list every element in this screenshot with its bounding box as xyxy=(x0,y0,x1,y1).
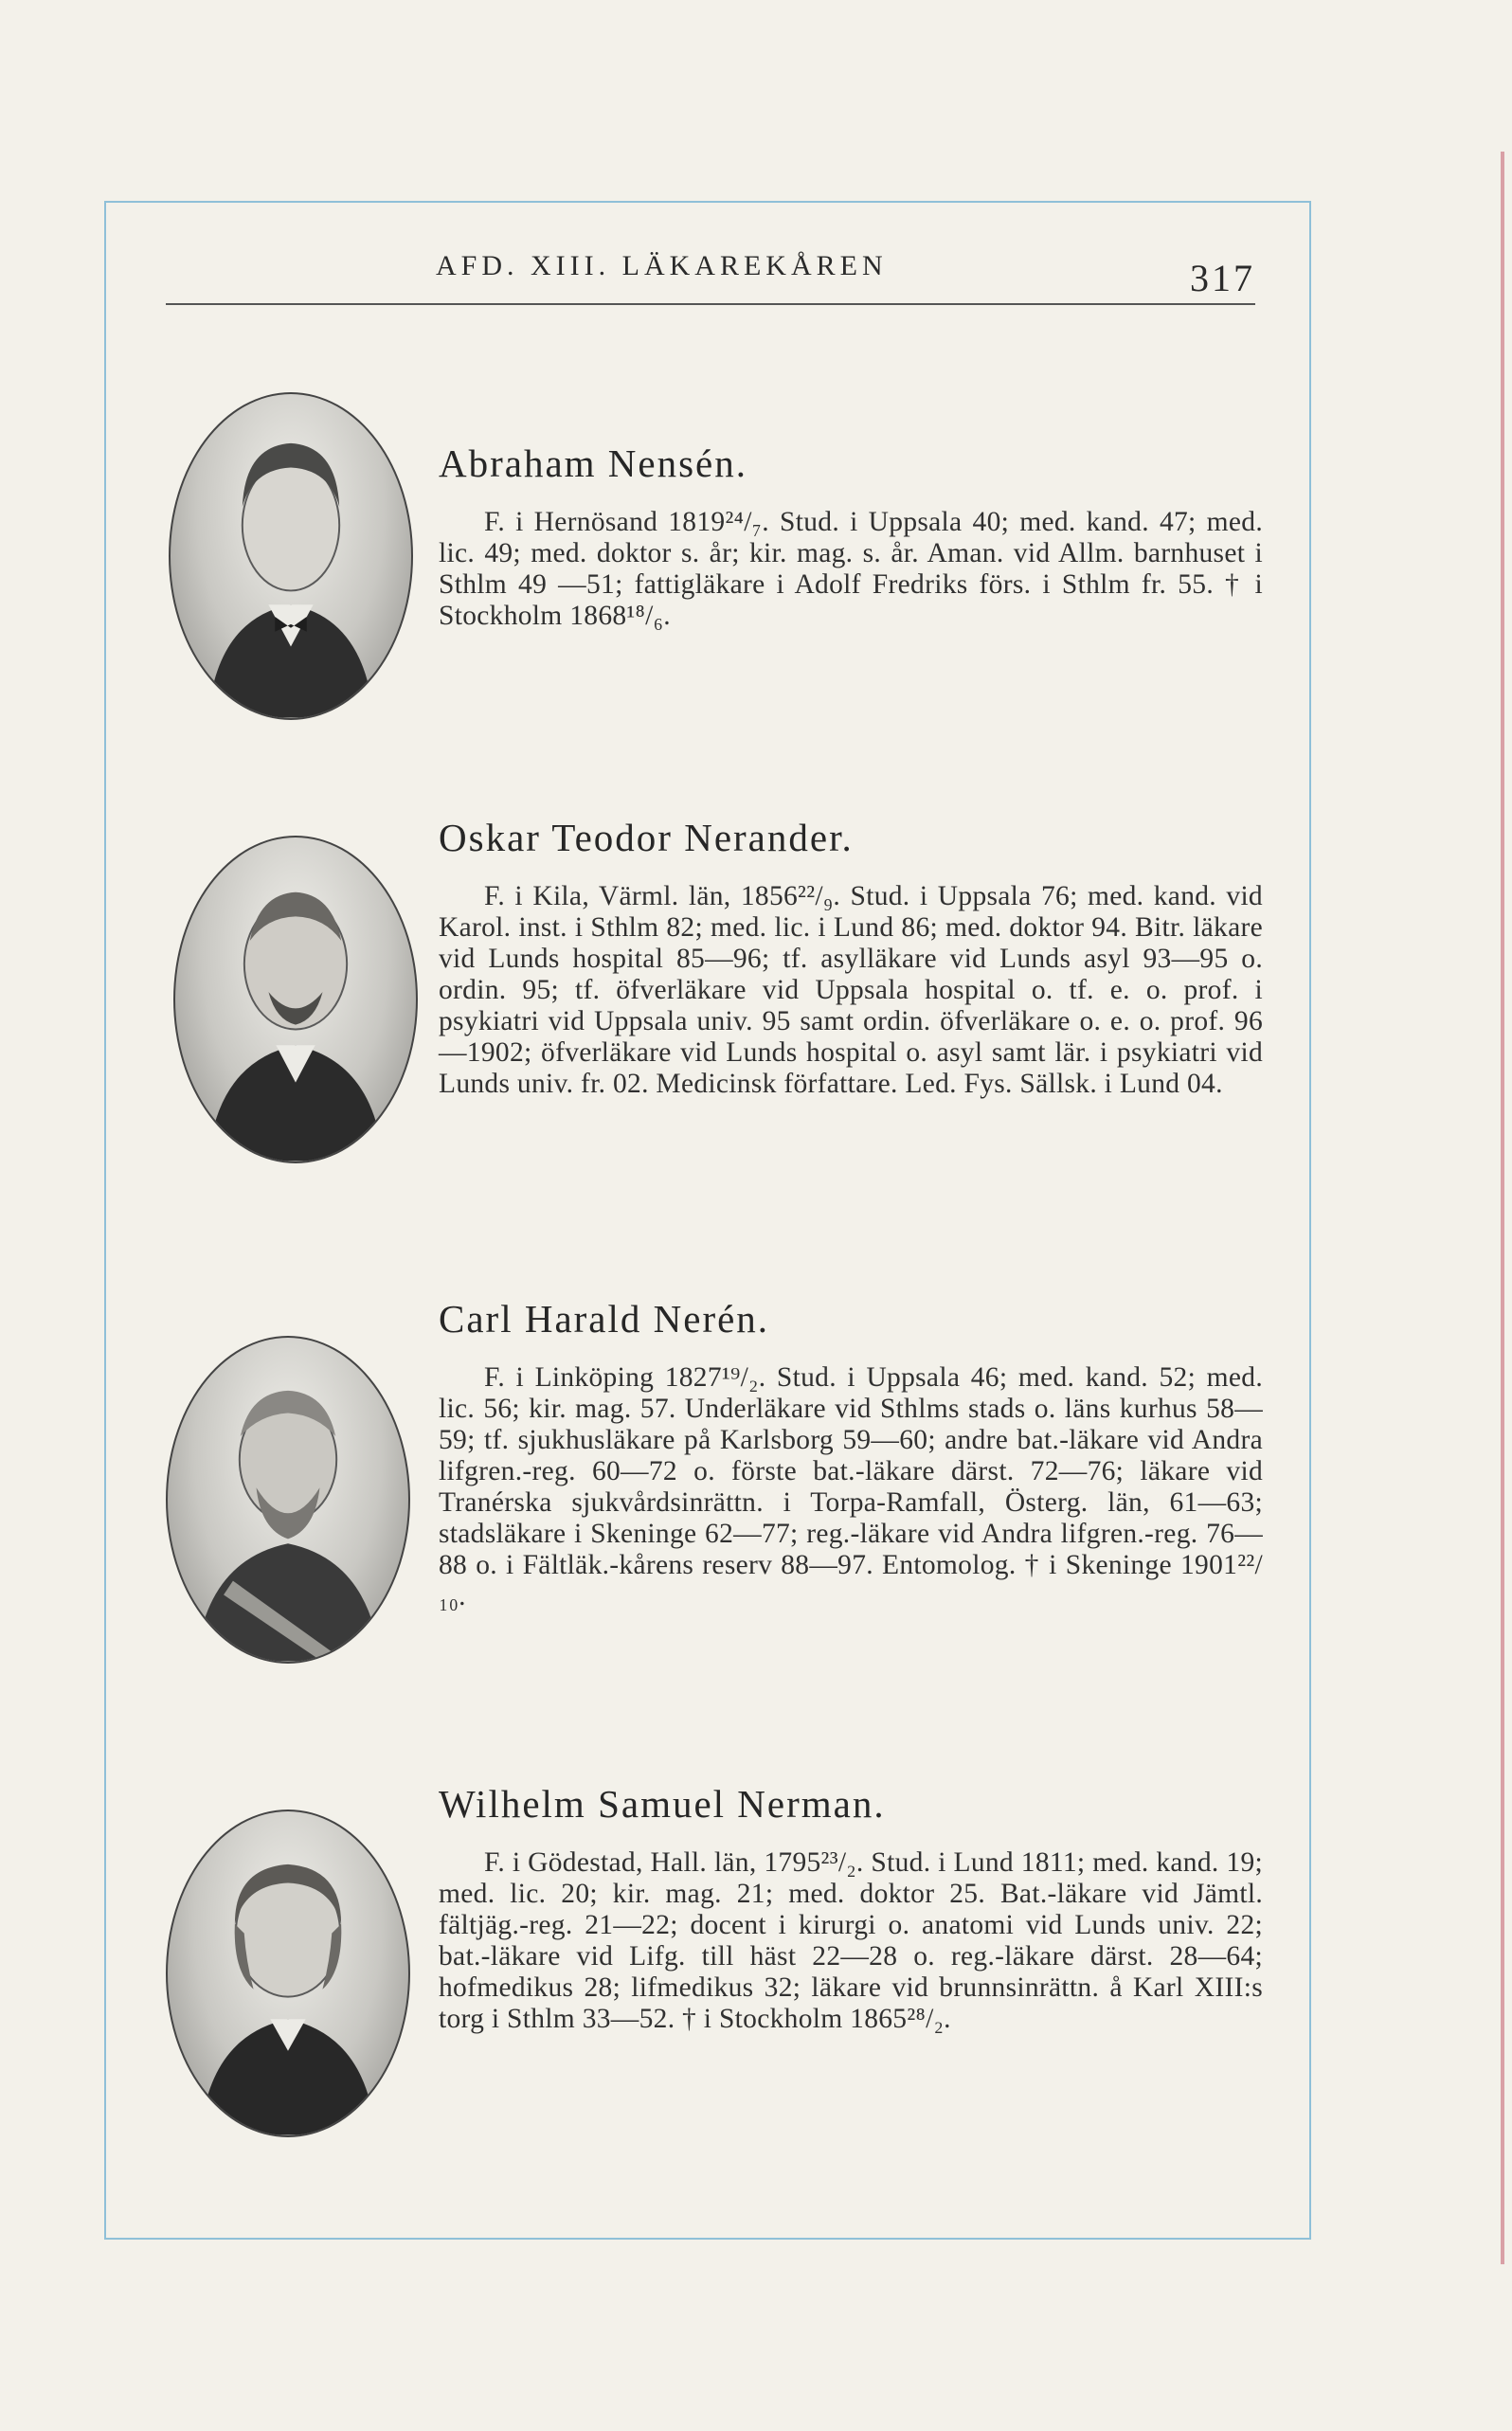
portrait-photo xyxy=(166,1810,410,2137)
person-name: Carl Harald Nerén. xyxy=(439,1297,770,1341)
portrait-illustration xyxy=(168,1338,408,1662)
person-name: Oskar Teodor Nerander. xyxy=(439,816,854,859)
portrait-illustration xyxy=(168,1811,408,2135)
section-title: AFD. XIII. LÄKAREKÅREN xyxy=(436,250,888,281)
biography-text: F. i Gödestad, Hall. län, 1795²³/₂. Stud. i Lund 1811; med. kand. 19; med. lic. 20; kir. mag. 21; med. doktor 25. Bat.-läkare vid Jämtl. fältjäg.-reg. 21—22; docent i kirurgi o. anatomi vid Lunds univ. 22; bat.-läkare vid Lifg. till häst 22—28 o. reg.-läkare därst. 28—64; hofmedikus 28; lifmedikus 32; läkare vid brunnsinrättn. å Karl XIII:s torg i Sthlm 33—52. † i Stockholm 1865²⁸/₂. xyxy=(439,1847,1263,2034)
running-header xyxy=(166,237,1255,305)
person-name: Abraham Nensén. xyxy=(439,441,748,485)
portrait-illustration xyxy=(175,837,416,1161)
biography-entry xyxy=(439,815,1263,1100)
biography-text: F. i Kila, Värml. län, 1856²²/₉. Stud. i Uppsala 76; med. kand. vid Karol. inst. i Sthlm 82; med. lic. i Lund 86; med. doktor 94. Bitr. läkare vid Lunds hospital 85—96; tf. asylläkare vid Lunds asyl 93—95 o. ordin. 95; tf. öfverläkare vid Uppsala hospital o. tf. e. o. prof. i psykiatri vid Uppsala univ. 95 samt ordin. öfverläkare o. e. o. prof. 96—1902; öfverläkare vid Lunds hospital o. asyl samt lär. i psykiatri vid Lunds univ. fr. 02. Medicinsk författare. Led. Fys. Sällsk. i Lund 04. xyxy=(439,881,1263,1099)
biography-text: F. i Hernösand 1819²⁴/₇. Stud. i Uppsala 40; med. kand. 47; med. lic. 49; med. doktor s. år; kir. mag. s. år. Aman. vid Allm. barnhuset i Sthlm 49 —51; fattigläkare i Adolf Fredriks förs. i Sthlm fr. 55. † i Stockholm 1868¹⁸/₆. xyxy=(439,507,1263,631)
portrait-photo xyxy=(169,392,413,720)
portrait-illustration xyxy=(171,394,411,718)
portrait-photo xyxy=(166,1336,410,1664)
page-number: 317 xyxy=(1190,257,1255,299)
portrait-photo xyxy=(173,836,418,1163)
biography-entry xyxy=(439,1296,1263,1612)
person-name: Wilhelm Samuel Nerman. xyxy=(439,1782,886,1826)
page-edge xyxy=(1501,152,1504,2264)
biography-text: F. i Linköping 1827¹⁹/₂. Stud. i Uppsala 46; med. kand. 52; med. lic. 56; kir. mag. 57. Underläkare vid Sthlms stads o. läns kurhus 58—59; tf. sjukhusläkare på Karlsborg 59—60; andre bat.-läkare vid Andra lifgren.-reg. 60—72 o. förste bat.-läkare därst. 72—76; läkare vid Tranérska sjukvårdsinrättn. i Torpa-Ramfall, Österg. län, 61—63; stadsläkare i Skeninge 62—77; reg.-läkare vid Andra lifgren.-reg. 76—88 o. i Fältläk.-kårens reserv 88—97. Entomolog. † i Skeninge 1901²²/₁₀. xyxy=(439,1362,1263,1612)
biography-entry xyxy=(439,1781,1263,2035)
biography-entry xyxy=(439,441,1263,632)
